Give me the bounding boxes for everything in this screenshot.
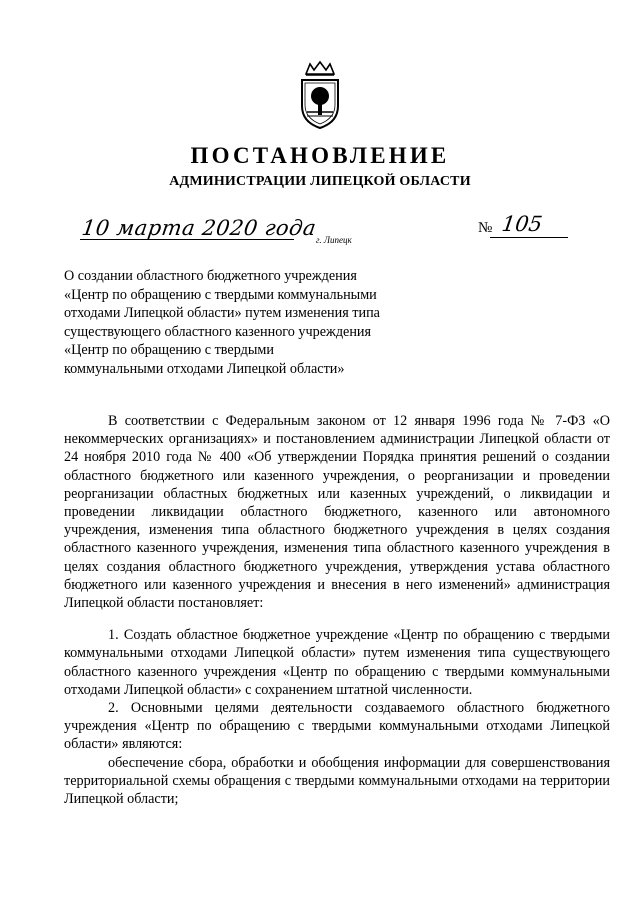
document-body — [64, 412, 610, 808]
number-label: № — [478, 220, 493, 236]
document-city: г. Липецк — [316, 235, 352, 245]
heading-line: отходами Липецкой области» путем изменения типа — [64, 305, 380, 321]
heading-line: «Центр по обращению с твердыми — [64, 342, 274, 358]
item-1-paragraph: 1. Создать областное бюджетное учреждение «Центр по обращению с твердыми коммунальными отходами Липецкой области» путем изменения типа существующего областного казенного учреждения «Центр по обращению с твердыми коммунальными отходами Липецкой области» с сохранением штатной численности. — [64, 627, 610, 698]
item-2-subitem: обеспечение сбора, обработки и обобщения информации для совершенствования территориальной схемы обращения с твердыми коммунальными отходами на территории Липецкой области; — [64, 754, 610, 808]
document-date: 10 марта 2020 года — [80, 216, 318, 240]
date-underline — [80, 239, 294, 240]
heading-line: существующего областного казенного учреждения — [64, 323, 372, 340]
heading-line: О создании областного бюджетного учреждения — [64, 268, 357, 284]
coat-of-arms-icon — [296, 60, 344, 130]
document-heading — [64, 267, 424, 378]
heading-line: коммунальными отходами Липецкой области» — [64, 360, 345, 377]
number-underline — [490, 237, 568, 238]
document-subtitle: АДМИНИСТРАЦИИ ЛИПЕЦКОЙ ОБЛАСТИ — [169, 174, 471, 189]
document-title: ПОСТАНОВЛЕНИЕ — [190, 143, 450, 168]
item-2-paragraph: 2. Основными целями деятельности создаваемого областного бюджетного учреждения «Центр по обращению с твердыми коммунальными отходами Липецкой области» являются: — [64, 700, 610, 753]
preamble-paragraph: В соответствии с Федеральным законом от 12 января 1996 года № 7-ФЗ «О некоммерческих организациях» и постановлением администрации Липецкой области от 24 ноября 2010 года № 400 «Об утверждении Порядка принятия решений о создании областного бюджетного или казенного учреждения, о реорганизации и проведении реорганизации областных бюджетных или казенных учреждений, о ликвидации и проведении ликвидации областного бюджетного, казенного или автономного учреждения, изменения типа областного бюджетного учреждения в целях создания областного казенного учреждения, изменения типа областного казенного учреждения в целях создания областного бюджетного учреждения, утверждения устава областного бюджетного или казенного учреждения и внесения в него изменений» администрация Липецкой области постановляет: — [64, 413, 610, 612]
document-number: 105 — [500, 212, 544, 236]
heading-line: «Центр по обращению с твердыми коммунальными — [64, 286, 377, 303]
